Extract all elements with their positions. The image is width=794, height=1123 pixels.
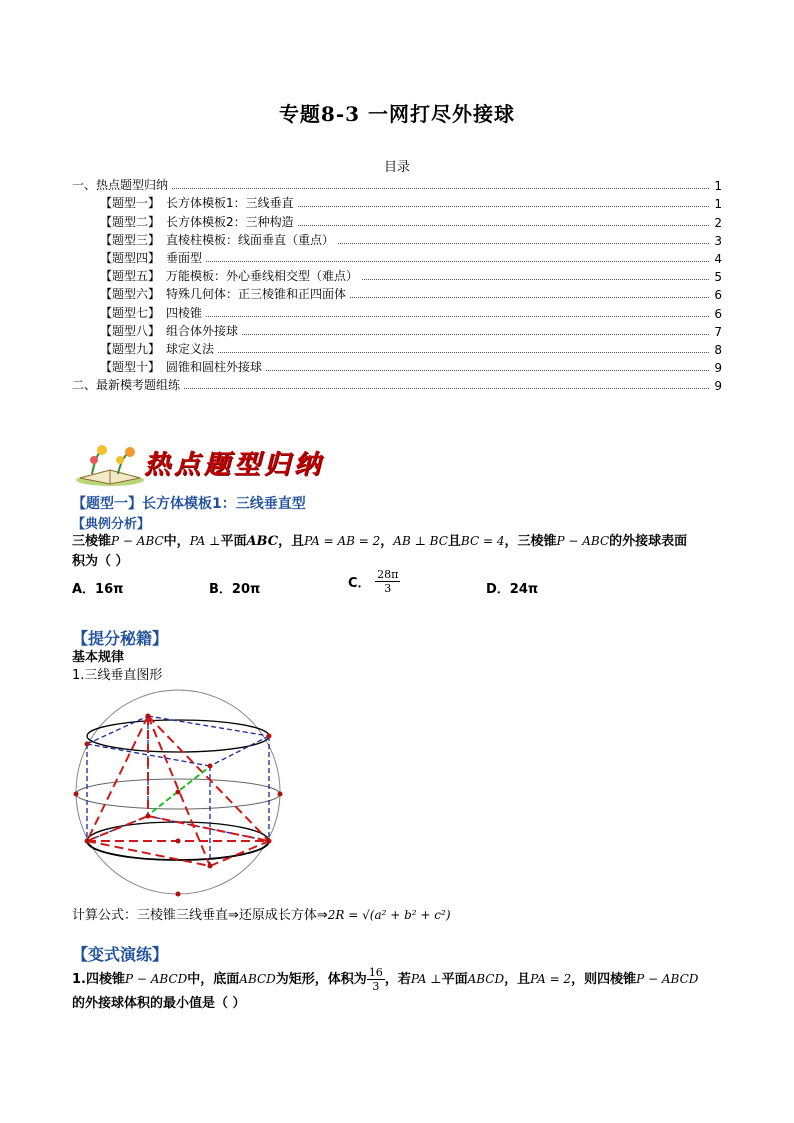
- tips-item1: 1.三线垂直图形: [72, 668, 163, 683]
- q-text: ，且: [278, 534, 305, 549]
- toc-item-page: 4: [714, 251, 722, 266]
- q-text: 中，底面: [187, 972, 240, 987]
- toc-item-label: 四棱锥: [166, 305, 203, 320]
- q-text: ，三棱锥: [504, 534, 557, 549]
- q-math: P − ABC: [111, 534, 164, 548]
- toc-leader: [298, 206, 709, 207]
- toc-heading: 目录: [383, 160, 410, 175]
- toc-item-label: 组合体外接球: [166, 323, 239, 338]
- toc-item[interactable]: [72, 230, 722, 248]
- page-title: 专题8-3 一网打尽外接球: [278, 102, 516, 126]
- q-math: PA = AB = 2: [304, 534, 381, 548]
- toc-leader: [184, 388, 709, 389]
- tips-sub: 基本规律: [72, 650, 125, 665]
- option-c-den: 3: [384, 582, 392, 595]
- toc-item-page: 9: [714, 379, 722, 394]
- option-d: D．24π: [486, 582, 539, 597]
- toc-item-page: 2: [714, 215, 722, 230]
- toc-item[interactable]: [72, 248, 722, 266]
- book-flower-icon: [72, 440, 152, 490]
- tips-heading: 【提分秘籍】: [72, 629, 169, 648]
- toc-leader: [242, 334, 709, 335]
- q-math: P − ABCD: [124, 972, 188, 986]
- q-text: 的外接球表面: [609, 534, 688, 549]
- q-text: ，则四棱锥: [571, 972, 637, 987]
- toc-item-page: 6: [714, 288, 722, 303]
- q-text: 为矩形，体积为: [275, 972, 367, 987]
- toc-item[interactable]: [72, 193, 722, 211]
- toc-leader: [362, 279, 709, 280]
- section-banner: [72, 440, 332, 490]
- type1-heading: [72, 493, 722, 513]
- toc-item[interactable]: [72, 375, 722, 393]
- q-text: 1.四棱锥: [72, 972, 125, 987]
- toc-item-tag: 【题型七】: [100, 305, 161, 320]
- toc-item-tag: 一、热点题型归纳: [72, 178, 169, 193]
- toc-leader: [206, 261, 709, 262]
- toc-item-page: 7: [714, 324, 722, 339]
- toc-item[interactable]: [72, 357, 722, 375]
- toc-item-page: 3: [714, 233, 722, 248]
- toc-item[interactable]: [72, 211, 722, 229]
- banner-title: 热点题型归纳: [144, 450, 325, 480]
- q-text: 积为（ ）: [72, 554, 129, 569]
- q-text: 三棱锥: [72, 534, 112, 549]
- q-math: AB ⊥ BC: [393, 534, 448, 548]
- toc-item-page: 9: [714, 361, 722, 376]
- q-text: ，: [380, 534, 394, 549]
- toc-item[interactable]: [72, 284, 722, 302]
- bottom-circle-front: [87, 841, 269, 860]
- toc-leader: [218, 352, 709, 353]
- toc-item-tag: 二、最新模考题组练: [72, 378, 181, 393]
- toc-item-label: 特殊几何体：正三棱锥和正四面体: [166, 287, 347, 302]
- fraction-num: 16: [368, 966, 383, 979]
- toc-item-tag: 【题型一】: [100, 196, 161, 211]
- formula-math: 2R = √(a² + b² + c²): [327, 908, 451, 922]
- q-math: PA ⊥: [410, 972, 442, 986]
- practice-question-1: [72, 966, 722, 1015]
- q-text: 平面: [220, 534, 247, 549]
- q-text: 平面: [441, 972, 468, 987]
- example-question: [72, 531, 722, 572]
- q-math: P − ABCD: [636, 972, 699, 986]
- toc-item-label: 垂面型: [166, 250, 203, 265]
- toc-item-label: 圆锥和圆柱外接球: [166, 360, 263, 375]
- q-math: ABCD: [467, 972, 505, 986]
- q-text: ，且: [504, 972, 531, 987]
- option-c-label: C．: [348, 576, 371, 591]
- type1-label: 长方体模板1：三线垂直型: [142, 496, 306, 512]
- table-of-contents: [72, 175, 722, 393]
- option-c-num: 28π: [377, 568, 399, 581]
- q-math: PA = 2: [530, 972, 572, 986]
- toc-leader: [298, 225, 709, 226]
- q-text: 中，: [163, 534, 190, 549]
- formula-text: 计算公式：三棱锥三线垂直⇒还原成长方体⇒: [72, 908, 328, 923]
- toc-item-page: 8: [714, 342, 722, 357]
- fraction-den: 3: [372, 980, 380, 993]
- toc-item-page: 1: [714, 179, 722, 194]
- toc-item-tag: 【题型八】: [100, 323, 161, 338]
- toc-item-tag: 【题型六】: [100, 287, 161, 302]
- toc-item-tag: 【题型二】: [100, 214, 161, 229]
- q-text: ，若: [384, 972, 411, 987]
- toc-item-tag: 【题型四】: [100, 250, 161, 265]
- toc-item[interactable]: [72, 266, 722, 284]
- toc-item-page: 6: [714, 306, 722, 321]
- toc-item-label: 长方体模板1：三线垂直: [166, 196, 294, 211]
- q-math: ABC: [246, 534, 279, 549]
- q-text: 的外接球体积的最小值是（ ）: [72, 996, 246, 1011]
- practice-heading: 【变式演练】: [72, 945, 169, 964]
- toc-leader: [266, 370, 709, 371]
- toc-item[interactable]: [72, 321, 722, 339]
- toc-item-tag: 【题型九】: [100, 341, 161, 356]
- q-math: ABCD: [239, 972, 276, 986]
- toc-item-label: 球定义法: [166, 341, 215, 356]
- toc-item[interactable]: [72, 175, 722, 193]
- type1-tag: 【题型一】: [72, 496, 142, 512]
- q-math: P − ABC: [556, 534, 610, 548]
- example-label: 【典例分析】: [72, 517, 151, 532]
- toc-leader: [338, 243, 709, 244]
- toc-item-label: 长方体模板2：三种构造: [166, 214, 294, 229]
- toc-item[interactable]: [72, 302, 722, 320]
- q-math: PA ⊥: [189, 534, 221, 548]
- option-a: A．16π: [72, 582, 124, 597]
- toc-item-page: 5: [714, 270, 722, 285]
- bottom-circle-back: [87, 822, 269, 841]
- radius-line: [152, 768, 208, 812]
- toc-leader: [172, 188, 709, 189]
- q-text: 且: [447, 534, 461, 549]
- toc-leader: [206, 316, 709, 317]
- toc-item-page: 1: [714, 197, 722, 212]
- toc-item-label: 直棱柱模板：线面垂直（重点）: [166, 232, 335, 247]
- q-math: BC = 4: [460, 534, 505, 548]
- toc-leader: [350, 297, 709, 298]
- toc-item-label: 万能模板：外心垂线相交型（难点）: [166, 269, 359, 284]
- sphere-figure: [70, 686, 295, 898]
- formula: [72, 905, 451, 926]
- toc-item-tag: 【题型三】: [100, 232, 161, 247]
- toc-item[interactable]: [72, 339, 722, 357]
- option-c: [348, 568, 400, 595]
- option-b: B．20π: [209, 582, 261, 597]
- toc-item-tag: 【题型十】: [100, 360, 161, 375]
- toc-item-tag: 【题型五】: [100, 269, 161, 284]
